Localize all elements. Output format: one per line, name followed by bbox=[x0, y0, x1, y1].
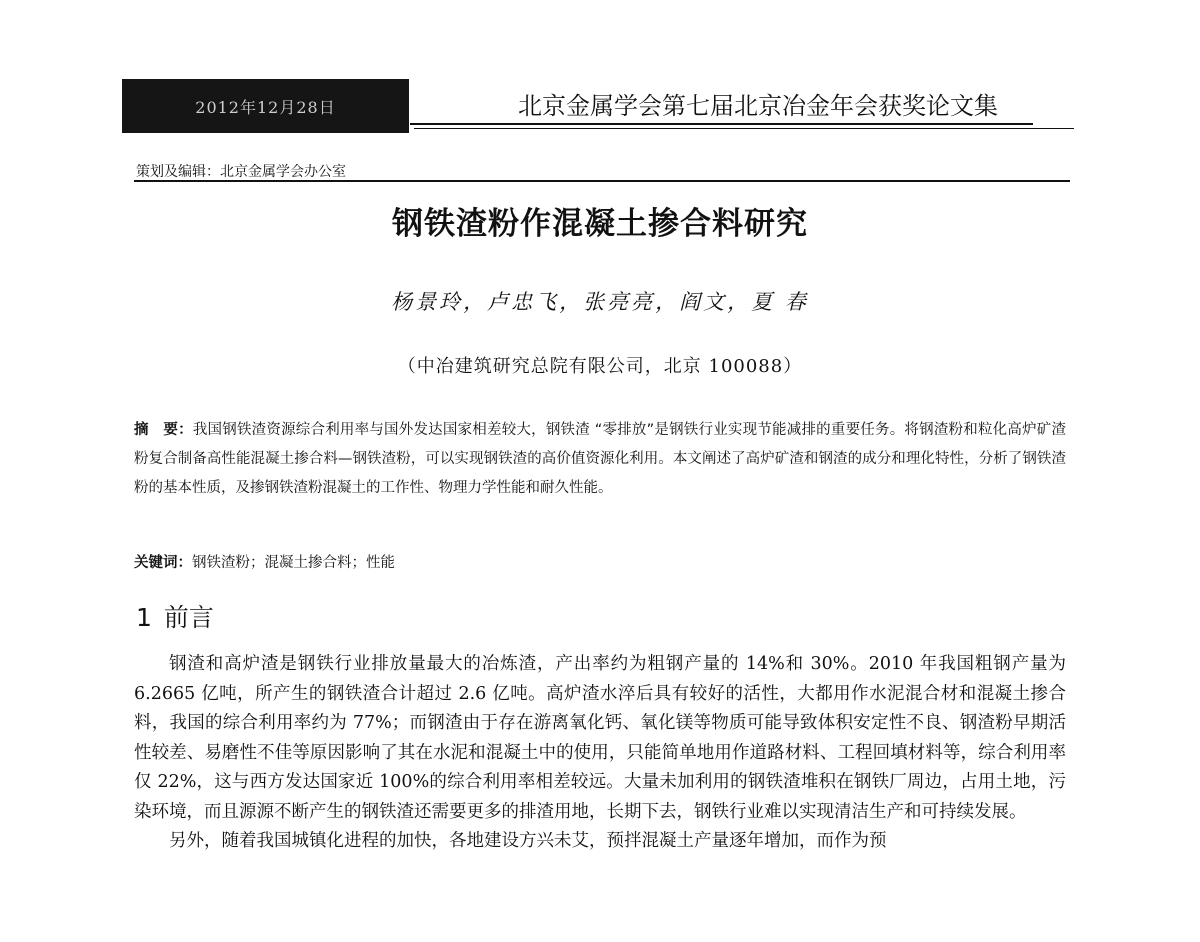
abstract bbox=[134, 416, 1066, 503]
body-paragraph: 另外，随着我国城镇化进程的加快，各地建设方兴未艾，预拌混凝土产量逐年增加，而作为预 bbox=[169, 831, 887, 851]
abstract-label: 摘 要： bbox=[134, 422, 193, 438]
section-heading bbox=[136, 598, 214, 634]
publication-date: 2012年12月28日 bbox=[195, 97, 336, 117]
abstract-text: 我国钢铁渣资源综合利用率与国外发达国家相差较大，钢铁渣 “零排放”是钢铁行业实现节能减排的重要任务。将钢渣粉和粒化高炉矿渣粉复合制备高性能混凝土掺合料—钢铁渣粉，可以实现钢铁渣的高价值资源化利用。本文阐述了高炉矿渣和钢渣的成分和理化特性，分析了钢铁渣粉的基本性质，及掺钢铁渣粉混凝土的工作性、物理力学性能和耐久性能。 bbox=[134, 422, 1066, 496]
date-banner bbox=[122, 79, 409, 133]
editor-credit: 策划及编辑：北京金属学会办公室 bbox=[136, 164, 346, 180]
header-rule-top bbox=[410, 123, 1033, 125]
paper-authors: 杨景玲，卢忠飞，张亮亮，阎文，夏 春 bbox=[391, 290, 809, 314]
keywords-label: 关键词： bbox=[134, 555, 192, 571]
keywords bbox=[134, 551, 395, 572]
editor-rule bbox=[134, 180, 1070, 182]
section-title: 前言 bbox=[163, 603, 214, 632]
section-body bbox=[134, 650, 1066, 857]
paper-title: 钢铁渣粉作混凝土掺合料研究 bbox=[392, 206, 808, 242]
paper-affiliation: （中冶建筑研究总院有限公司，北京 100088） bbox=[397, 356, 803, 377]
header-rule-bottom bbox=[414, 128, 1074, 129]
body-paragraph: 钢渣和高炉渣是钢铁行业排放量最大的冶炼渣，产出率约为粗钢产量的 14%和 30%。2010 年我国粗钢产量为 6.2665 亿吨，所产生的钢铁渣合计超过 2.6 亿吨。高炉渣水淬后具有较好的活性，大都用作水泥混合材和混凝土掺合料，我国的综合利用率约为 77%；而钢渣由于存在游离氧化钙、氧化镁等物质可能导致体积安定性不良、钢渣粉早期活性较差、易磨性不佳等原因影响了其在水泥和混凝土中的使用，只能简单地用作道路材料、工程回填材料等，综合利用率仅 22%，这与西方发达国家近 100%的综合利用率相差较远。大量未加利用的钢铁渣堆积在钢铁厂周边，占用土地，污染环境，而且源源不断产生的钢铁渣还需要更多的排渣用地，长期下去，钢铁行业难以实现清洁生产和可持续发展。 bbox=[134, 654, 1066, 822]
section-number: 1 bbox=[136, 603, 152, 632]
journal-title: 北京金属学会第七届北京冶金年会获奖论文集 bbox=[518, 92, 998, 120]
keywords-text: 钢铁渣粉；混凝土掺合料；性能 bbox=[192, 555, 395, 571]
